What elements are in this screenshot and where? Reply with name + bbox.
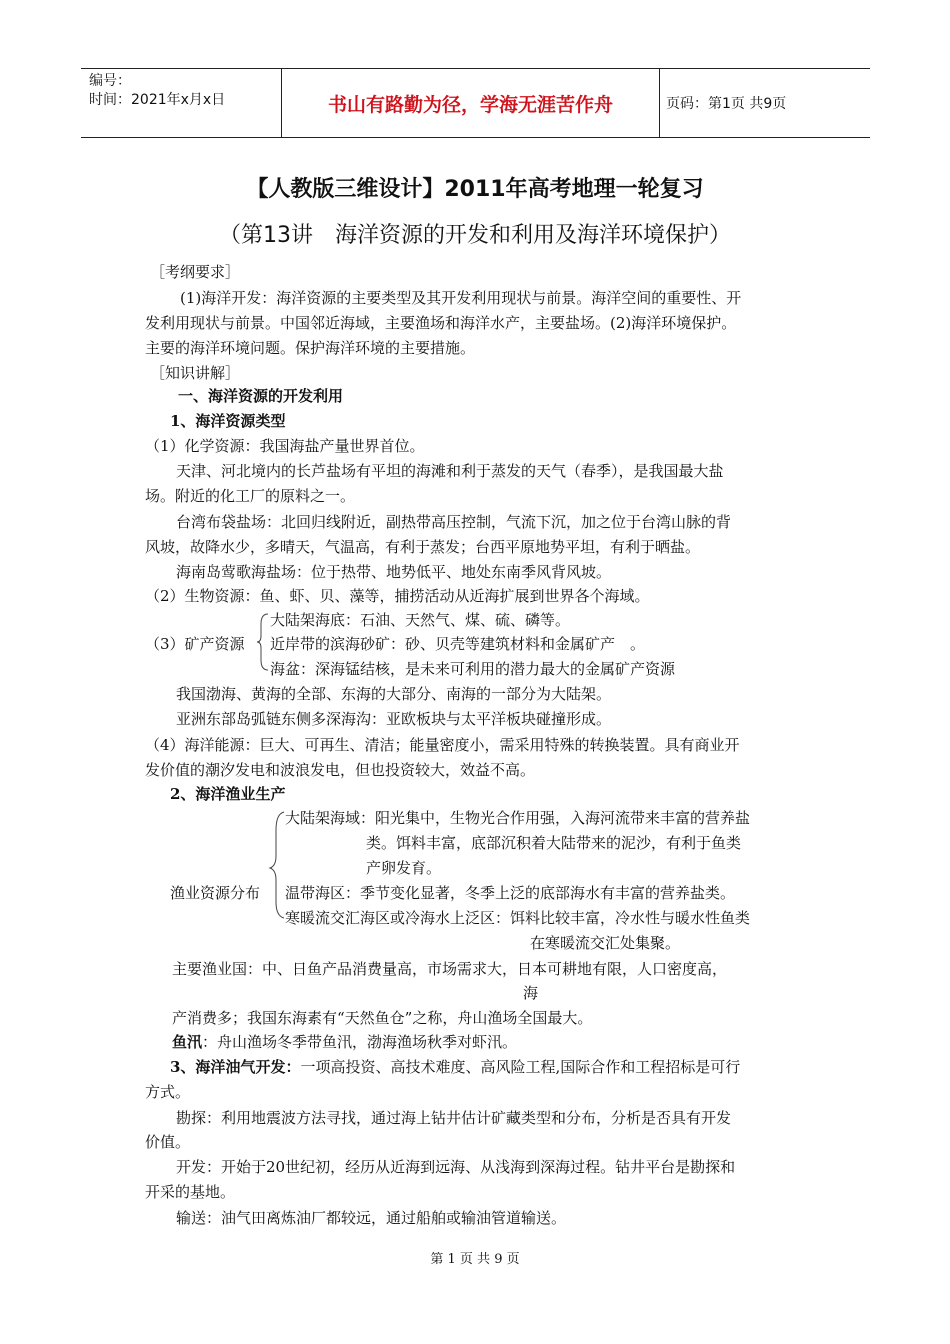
- paragraph-line: 我国渤海、黄海的全部、东海的大部分、南海的一部分为大陆架。: [176, 685, 612, 703]
- page-number-label: 页码：第1页 共9页: [666, 96, 787, 112]
- section-label: ［考纲要求］: [150, 263, 241, 281]
- term-label: 鱼汛: [172, 1033, 203, 1051]
- paragraph-line: (1)海洋开发：海洋资源的主要类型及其开发利用现状与前景。海洋空间的重要性、开: [180, 289, 742, 307]
- paragraph-line: 价值。: [145, 1133, 191, 1151]
- page-footer: 第 1 页 共 9 页: [430, 1252, 520, 1267]
- paragraph-line: 开发：开始于20世纪初，经历从近海到远海、从浅海到深海过程。钻井平台是勘探和: [176, 1158, 736, 1176]
- paragraph-line: 海盆：深海锰结核，是未来可利用的潜力最大的金属矿产资源: [270, 660, 676, 678]
- date-label: 时间：2021年x月x日: [89, 92, 226, 108]
- paragraph-line: 天津、河北境内的长芦盐场有平坦的海滩和利于蒸发的天气（春季），是我国最大盐: [176, 462, 724, 480]
- term-label: 3、海洋油气开发：: [170, 1058, 301, 1076]
- header-motto: 书山有路勤为径，学海无涯苦作舟: [281, 69, 660, 137]
- paragraph-line: 发价值的潮汐发电和波浪发电，但也投资较大，效益不高。: [145, 761, 536, 779]
- document-subtitle: （第13讲 海洋资源的开发和利用及海洋环境保护）: [219, 223, 731, 248]
- term-text: ：舟山渔场冬季带鱼汛，渤海渔场秋季对虾汛。: [202, 1033, 518, 1051]
- paragraph-line: 近岸带的滨海砂矿：砂、贝壳等建筑材料和金属矿产 。: [270, 635, 646, 653]
- paragraph-line: 寒暖流交汇海区或冷海水上泛区：饵料比较丰富，冷水性与暖水性鱼类: [285, 909, 751, 927]
- paragraph-line: 勘探：利用地震波方法寻找，通过海上钻井估计矿藏类型和分布，分析是否具有开发: [176, 1109, 732, 1127]
- paragraph-line: [170, 1055, 740, 1080]
- paragraph-line: （1）化学资源：我国海盐产量世界首位。: [145, 437, 425, 455]
- subsection-heading: 1、海洋资源类型: [170, 412, 286, 430]
- paragraph-line: 产消费多；我国东海素有“天然鱼仓”之称，舟山渔场全国最大。: [172, 1009, 593, 1027]
- paragraph-line: （2）生物资源：鱼、虾、贝、藻等，捕捞活动从近海扩展到世界各个海域。: [145, 587, 650, 605]
- paragraph-line: 主要的海洋环境问题。保护海洋环境的主要措施。: [145, 339, 476, 357]
- paragraph-line: 台湾布袋盐场：北回归线附近，副热带高压控制，气流下沉，加之位于台湾山脉的背: [176, 513, 732, 531]
- paragraph-line: 在寒暖流交汇处集聚。: [530, 934, 681, 952]
- header-meta: [89, 72, 225, 110]
- paragraph-line: （4）海洋能源：巨大、可再生、清洁；能量密度小，需采用特殊的转换装置。具有商业开: [145, 736, 740, 754]
- page-header: [81, 68, 870, 138]
- paragraph-line: 方式。: [145, 1083, 191, 1101]
- term-text: 一项高投资、高技术难度、高风险工程,国际合作和工程招标是可行: [300, 1058, 741, 1076]
- paragraph-line: 渔业资源分布: [170, 884, 261, 902]
- paragraph-line: 主要渔业国：中、日鱼产品消费量高，市场需求大，日本可耕地有限，人口密度高，: [172, 960, 728, 978]
- paragraph-line: 场。附近的化工厂的原料之一。: [145, 487, 356, 505]
- paragraph-line: 大陆架海底：石油、天然气、煤、硫、磷等。: [270, 611, 571, 629]
- subsection-heading: 2、海洋渔业生产: [170, 785, 286, 803]
- paragraph-line: 海南岛莺歌海盐场：位于热带、地势低平、地处东南季风背风坡。: [176, 563, 612, 581]
- paragraph-line: 产卵发育。: [366, 859, 442, 877]
- section-label: ［知识讲解］: [150, 364, 241, 382]
- paragraph-line: [172, 1030, 517, 1055]
- number-label: 编号：: [89, 73, 131, 89]
- paragraph-line: 开采的基地。: [145, 1183, 236, 1201]
- paragraph-line: 温带海区：季节变化显著，冬季上泛的底部海水有丰富的营养盐类。: [285, 884, 736, 902]
- brace-icon: [256, 612, 270, 672]
- paragraph-line: 海: [523, 984, 539, 1002]
- paragraph-line: 输送：油气田离炼油厂都较远，通过船舶或输油管道输送。: [176, 1209, 567, 1227]
- paragraph-line: 亚洲东部岛弧链东侧多深海沟：亚欧板块与太平洋板块碰撞形成。: [176, 710, 612, 728]
- section-heading: 一、海洋资源的开发利用: [178, 387, 344, 405]
- brace-icon: [268, 810, 286, 920]
- paragraph-line: 发利用现状与前景。中国邻近海域，主要渔场和海洋水产，主要盐场。(2)海洋环境保护。: [145, 314, 737, 332]
- paragraph-line: 类。饵料丰富，底部沉积着大陆带来的泥沙，有利于鱼类: [366, 834, 742, 852]
- paragraph-line: 风坡，故降水少，多晴天，气温高，有利于蒸发；台西平原地势平坦，有利于晒盐。: [145, 538, 701, 556]
- paragraph-line: 大陆架海域：阳光集中，生物光合作用强，入海河流带来丰富的营养盐: [285, 809, 751, 827]
- document-title: 【人教版三维设计】2011年高考地理一轮复习: [246, 177, 704, 202]
- paragraph-line: （3）矿产资源: [145, 635, 245, 653]
